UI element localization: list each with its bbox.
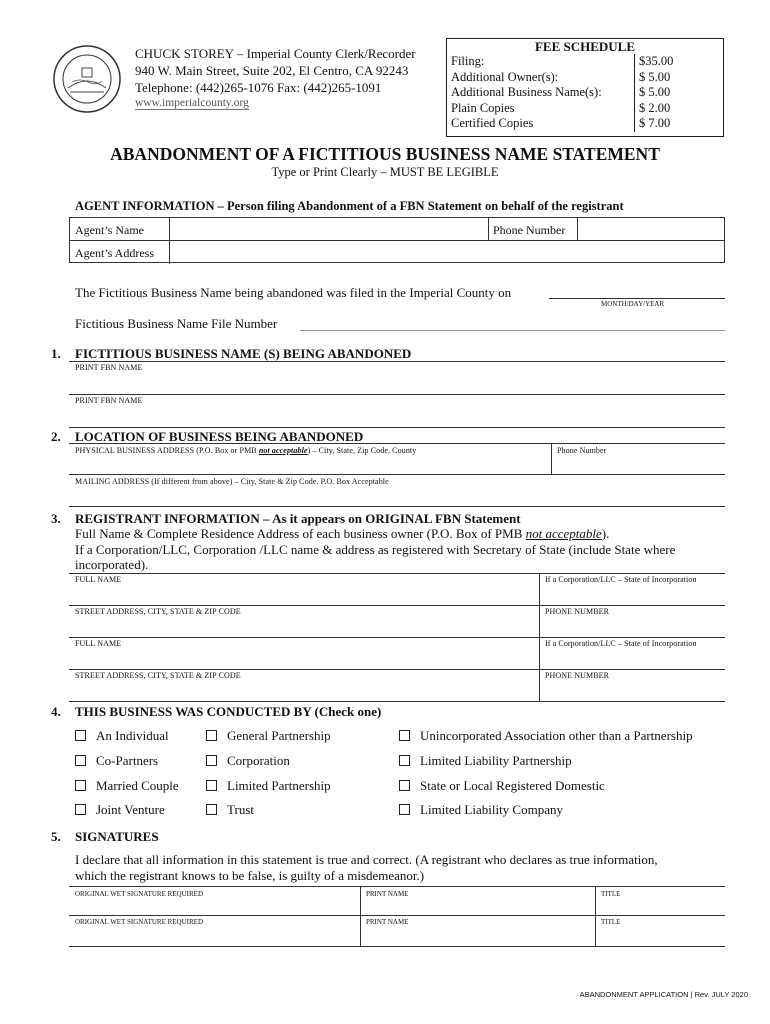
fee-label: Additional Owner(s): [447, 70, 635, 86]
street-address-input-2[interactable] [69, 701, 725, 702]
business-type-option[interactable] [75, 753, 158, 769]
fbn-name-input-1[interactable] [69, 394, 725, 395]
checkbox[interactable] [206, 730, 217, 741]
county-website-link[interactable]: www.imperialcounty.org [135, 97, 249, 109]
checkbox-label: Unincorporated Association other than a Partnership [420, 728, 693, 743]
signature-label-2: ORIGINAL WET SIGNATURE REQUIRED [75, 918, 203, 926]
phone-label-1: PHONE NUMBER [545, 607, 610, 616]
checkbox[interactable] [206, 780, 217, 791]
fee-label: Additional Business Name(s): [447, 85, 635, 101]
clerk-address: 940 W. Main Street, Suite 202, El Centro, CA 92243 [135, 63, 409, 78]
fee-label: Filing: [447, 54, 635, 70]
business-type-option[interactable] [75, 802, 165, 818]
checkbox-label: General Partnership [227, 728, 331, 743]
filed-date-input[interactable] [549, 298, 725, 299]
checkbox[interactable] [75, 730, 86, 741]
checkbox-label: Corporation [227, 753, 290, 768]
mailing-address-label: MAILING ADDRESS (If different from above) – City, State & Zip Code. P.O. Box Acceptable [75, 477, 389, 486]
physical-address-input[interactable] [69, 474, 725, 475]
signature-input-2[interactable] [69, 946, 725, 947]
checkbox-label: Limited Liability Company [420, 802, 563, 817]
section5-number: 5. [51, 829, 61, 844]
fee-schedule-title: FEE SCHEDULE [534, 39, 636, 54]
fbn-name-input-2[interactable] [69, 427, 725, 428]
state-incorporation-label-1: If a Corporation/LLC – State of Incorporation [545, 575, 697, 584]
section4-heading: THIS BUSINESS WAS CONDUCTED BY (Check one) [75, 704, 382, 719]
registrant-instructions-3: incorporated). [75, 557, 149, 572]
full-name-label-2: FULL NAME [75, 639, 122, 648]
business-type-option[interactable] [399, 728, 693, 744]
section4-number: 4. [51, 704, 61, 719]
filed-statement: The Fictitious Business Name being abandoned was filed in the Imperial County on [75, 285, 512, 300]
agent-phone-input[interactable] [579, 219, 722, 239]
checkbox[interactable] [206, 804, 217, 815]
section1-heading: FICTITIOUS BUSINESS NAME (S) BEING ABANDONED [75, 346, 412, 361]
title-label-2: TITLE [601, 918, 621, 926]
business-type-option[interactable] [206, 753, 290, 769]
fee-row [447, 116, 723, 132]
print-name-label-2: PRINT NAME [366, 918, 409, 926]
registrant-instructions-2: If a Corporation/LLC, Corporation /LLC name & address as registered with Secretary of State (include State where [75, 542, 676, 557]
business-type-option[interactable] [206, 778, 331, 794]
checkbox[interactable] [206, 755, 217, 766]
checkbox[interactable] [75, 804, 86, 815]
agent-name-input[interactable] [171, 219, 486, 239]
title-label-1: TITLE [601, 890, 621, 898]
business-type-option[interactable] [399, 802, 563, 818]
section2-heading: LOCATION OF BUSINESS BEING ABANDONED [75, 429, 364, 444]
footer-revision: ABANDONMENT APPLICATION | Rev. JULY 2020 [579, 990, 748, 999]
section3-number: 3. [51, 511, 61, 526]
street-address-label-2: STREET ADDRESS, CITY, STATE & ZIP CODE [75, 671, 241, 680]
agent-address-label: Agent’s Address [75, 246, 154, 260]
file-number-input[interactable] [300, 330, 725, 331]
full-name-label-1: FULL NAME [75, 575, 122, 584]
declaration-line-1: I declare that all information in this statement is true and correct. (A registrant who declares as true information, [75, 852, 658, 867]
checkbox[interactable] [399, 755, 410, 766]
street-address-label-1: STREET ADDRESS, CITY, STATE & ZIP CODE [75, 607, 241, 616]
fee-amount: $ 5.00 [639, 69, 671, 84]
street-address-input-1[interactable] [69, 637, 725, 638]
agent-phone-label: Phone Number [493, 223, 566, 237]
fee-row [447, 70, 723, 86]
section5-heading: SIGNATURES [75, 829, 159, 844]
business-type-option[interactable] [75, 728, 169, 744]
checkbox[interactable] [399, 804, 410, 815]
declaration-line-2: which the registrant knows to be false, is guilty of a misdemeanor.) [75, 868, 425, 883]
agent-table [69, 217, 725, 263]
mailing-address-input[interactable] [69, 506, 725, 507]
business-type-option[interactable] [206, 802, 254, 818]
business-type-option[interactable] [399, 778, 605, 794]
physical-address-label: PHYSICAL BUSINESS ADDRESS (P.O. Box or PMB not acceptable) – City, State, Zip Code, County [75, 446, 417, 455]
checkbox-label: Joint Venture [96, 802, 165, 817]
fbn-name-label-1: PRINT FBN NAME [75, 363, 143, 372]
full-name-input-2[interactable] [69, 669, 725, 670]
checkbox[interactable] [75, 755, 86, 766]
section1-number: 1. [51, 346, 61, 361]
fee-amount: $ 7.00 [639, 116, 671, 130]
fee-row [447, 85, 723, 101]
checkbox-label: Co-Partners [96, 753, 159, 768]
fee-table [447, 54, 723, 132]
fbn-name-label-2: PRINT FBN NAME [75, 396, 143, 405]
page-subtitle: Type or Print Clearly – MUST BE LEGIBLE [271, 165, 499, 179]
fee-row [447, 54, 723, 70]
fee-label: Plain Copies [447, 101, 635, 117]
page-title: ABANDONMENT OF A FICTITIOUS BUSINESS NAME STATEMENT [110, 144, 660, 164]
fee-label: Certified Copies [447, 116, 635, 132]
fee-schedule [446, 38, 724, 137]
checkbox-label: Trust [227, 802, 254, 817]
file-number-label: Fictitious Business Name File Number [75, 316, 278, 331]
agent-heading: AGENT INFORMATION – Person filing Abandonment of a FBN Statement on behalf of the registrant [75, 199, 624, 213]
fee-amount: $35.00 [639, 54, 674, 68]
business-type-option[interactable] [75, 778, 179, 794]
print-name-label-1: PRINT NAME [366, 890, 409, 898]
business-type-option[interactable] [399, 753, 572, 769]
checkbox-label: Married Couple [96, 778, 179, 793]
county-seal-icon [52, 44, 122, 114]
checkbox-label: Limited Liability Partnership [420, 753, 572, 768]
signature-input-1[interactable] [69, 915, 725, 916]
date-hint: MONTH/DAY/YEAR [601, 300, 665, 308]
state-incorporation-label-2: If a Corporation/LLC – State of Incorporation [545, 639, 697, 648]
checkbox-label: State or Local Registered Domestic [420, 778, 605, 793]
fee-row [447, 101, 723, 117]
business-type-option[interactable] [206, 728, 331, 744]
checkbox-label: Limited Partnership [227, 778, 331, 793]
checkbox[interactable] [399, 780, 410, 791]
checkbox[interactable] [75, 780, 86, 791]
agent-name-label: Agent’s Name [75, 223, 144, 237]
registrant-instructions-1: Full Name & Complete Residence Address of each business owner (P.O. Box of PMB not acceptable). [75, 526, 610, 541]
clerk-name: CHUCK STOREY – Imperial County Clerk/Recorder [135, 46, 416, 61]
section3-heading: REGISTRANT INFORMATION – As it appears on ORIGINAL FBN Statement [75, 511, 521, 526]
fee-amount: $ 5.00 [639, 85, 671, 99]
full-name-input-1[interactable] [69, 605, 725, 606]
checkbox[interactable] [399, 730, 410, 741]
agent-address-input[interactable] [171, 242, 721, 262]
checkbox-label: An Individual [96, 728, 169, 743]
location-phone-label: Phone Number [557, 446, 607, 455]
fee-amount: $ 2.00 [639, 100, 671, 115]
phone-label-2: PHONE NUMBER [545, 671, 610, 680]
section2-number: 2. [51, 429, 61, 444]
signature-label-1: ORIGINAL WET SIGNATURE REQUIRED [75, 890, 203, 898]
clerk-phone-fax: Telephone: (442)265-1076 Fax: (442)265-1091 [135, 80, 382, 95]
